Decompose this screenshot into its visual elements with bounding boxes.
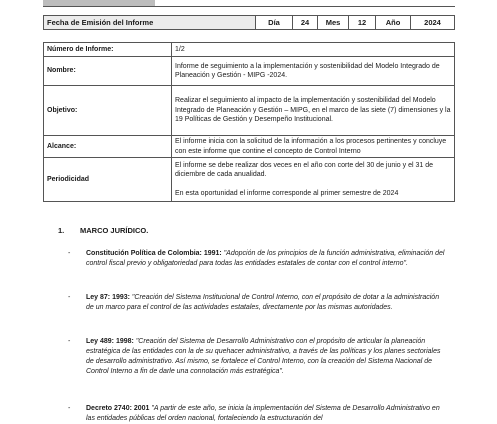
list-item-text — [86, 249, 446, 269]
periodicidad-text-1: El informe se debe realizar dos veces en el año con corte del 30 de junio y el 31 de diciembre de cada anualidad. — [175, 161, 433, 179]
bullet-dash: - — [68, 250, 71, 257]
section-title: MARCO JURÍDICO. — [80, 226, 149, 235]
nombre-value: Informe de seguimiento a la implementación y sostenibilidad del Modelo Integrado de Planeación y Gestión - MIPG -2024. — [172, 57, 455, 86]
bullet-dash: - — [68, 294, 71, 301]
law-description: "Creación del Sistema Institucional de Control Interno, con el propósito de dotar a la administración de un marco para el control de las actividades estatales, directamente por las mismas autoridades. — [86, 294, 440, 311]
day-label: Día — [256, 16, 293, 30]
section-heading — [58, 226, 148, 235]
report-info-table — [43, 42, 455, 202]
list-item-text — [86, 293, 446, 313]
law-description: "Adopción de los principios de la función administrativa, eliminación del control fiscal previo y obligatoriedad para todas las entidades estatales de contar con el control interno". — [86, 250, 445, 267]
section-number: 1. — [58, 226, 65, 235]
month-value: 12 — [349, 16, 376, 30]
top-divider — [43, 6, 455, 7]
nombre-label: Nombre: — [44, 57, 172, 86]
law-description: "A partir de este año, se inicia la implementación del Sistema de Desarrollo Administrativo en las entidades públicas del orden nacional, fortaleciendo la estructuración del — [86, 405, 440, 422]
periodicidad-label: Periodicidad — [44, 158, 172, 202]
alcance-label: Alcance: — [44, 136, 172, 158]
law-reference: Constitución Política de Colombia: 1991: — [86, 250, 222, 257]
month-label: Mes — [318, 16, 349, 30]
list-item-text — [86, 337, 446, 377]
numero-value: 1/2 — [172, 43, 455, 57]
bullet-dash: - — [68, 405, 71, 412]
objetivo-value: Realizar el seguimiento al impacto de la implementación y sostenibilidad del Modelo Integrado de Planeación y Gestión – MIPG, en el marco de las siete (7) dimensiones y la 19 Políticas de Gestión y Desempeño Institucional. — [172, 86, 455, 136]
periodicidad-text-2: En esta oportunidad el informe corresponde al primer semestre de 2024 — [175, 189, 399, 197]
law-description: "Creación del Sistema de Desarrollo Administrativo con el propósito de articular la planeación estratégica de las entidades con la de su quehacer administrativo, a través de las políticas y los planes sectoriales de desarrollo administrativo. Así mismo, se fortalece el Control Interno, con la creación del Sistema Nacional de Control Interno a fin de darle una connotación más estratégica". — [86, 338, 441, 375]
law-reference: Ley 87: 1993: — [86, 294, 130, 301]
year-label: Año — [376, 16, 411, 30]
law-reference: Ley 489: 1998: — [86, 338, 134, 345]
objetivo-label: Objetivo: — [44, 86, 172, 136]
issue-date-label: Fecha de Emisión del Informe — [44, 16, 256, 30]
bullet-dash: - — [68, 338, 71, 345]
periodicidad-value — [172, 158, 455, 202]
issue-date-table — [43, 15, 455, 30]
year-value: 2024 — [411, 16, 455, 30]
day-value: 24 — [293, 16, 318, 30]
numero-label: Número de Informe: — [44, 43, 172, 57]
law-reference: Decreto 2740: 2001 — [86, 405, 150, 412]
list-item-text — [86, 404, 446, 424]
alcance-value: El informe inicia con la solicitud de la información a los procesos pertinentes y concluye con este informe que contine el concepto de Control Interno — [172, 136, 455, 158]
